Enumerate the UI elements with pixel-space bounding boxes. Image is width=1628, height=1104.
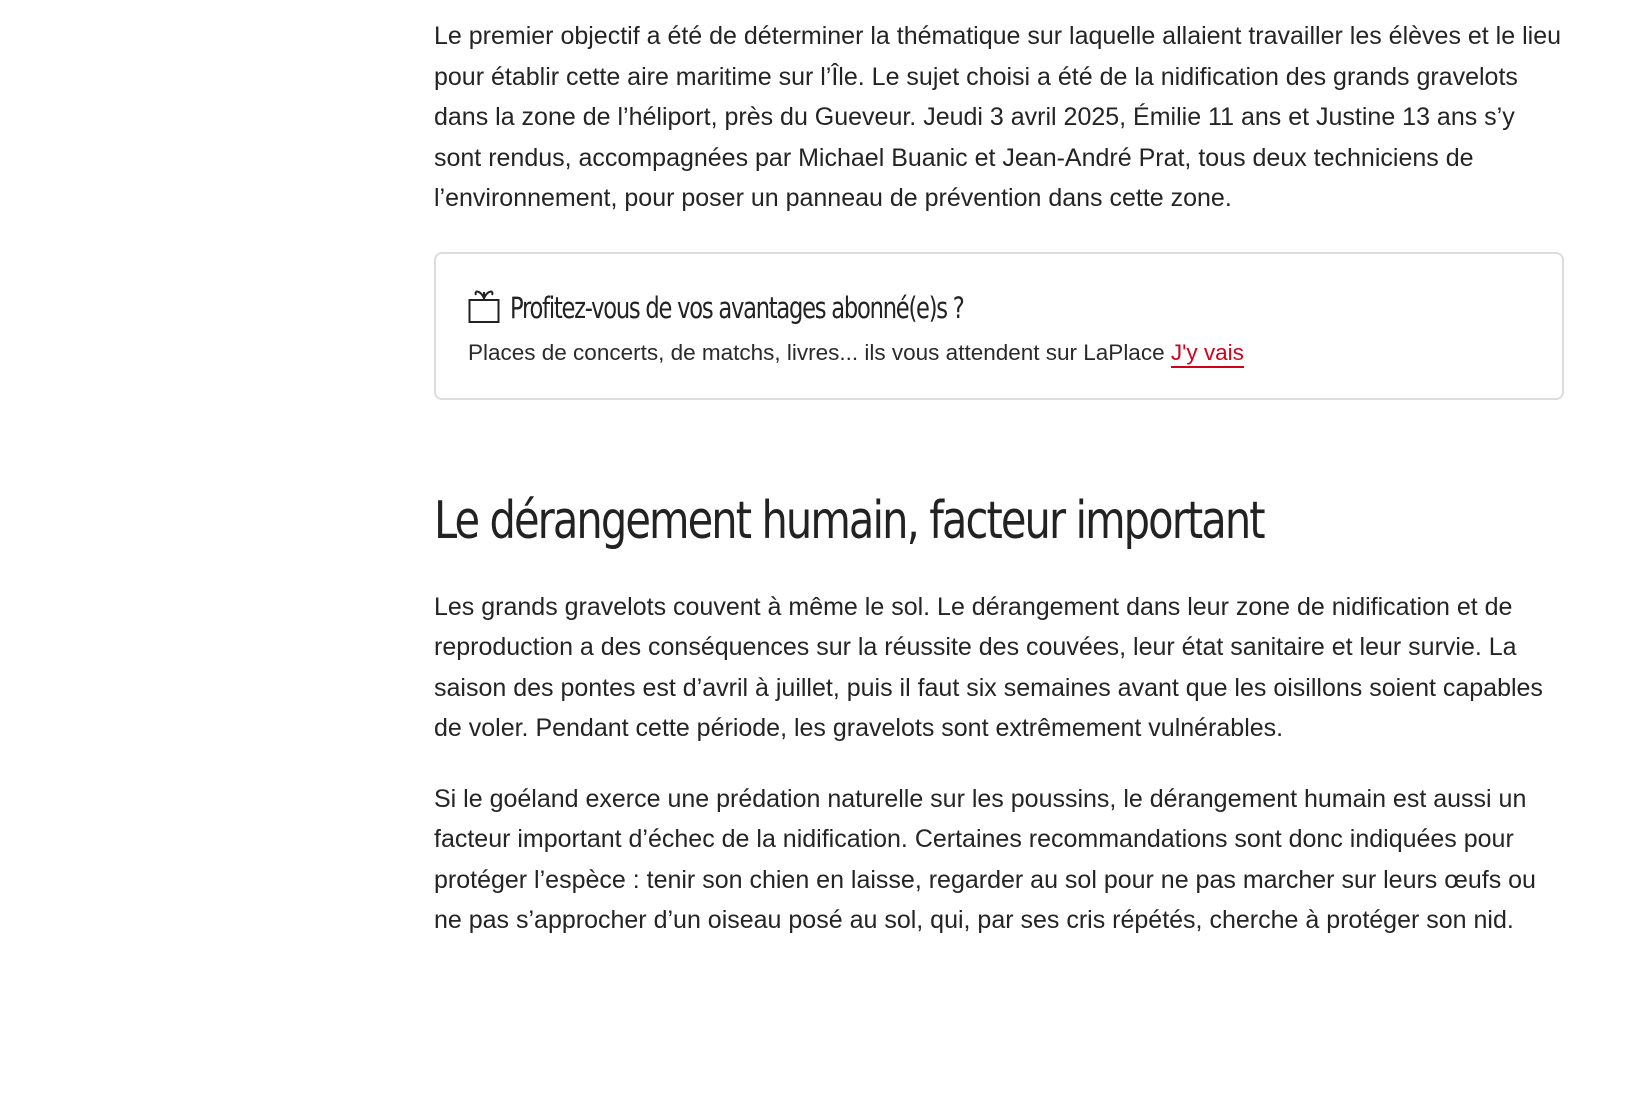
article-paragraph: Si le goéland exerce une prédation naturelle sur les poussins, le dérangement humain est aussi un facteur important d’échec de la nidification. Certaines recommandations sont donc indiquées pour protéger l’espèce : tenir son chien en laisse, regarder au sol pour ne pas marcher sur leurs œufs ou ne pas s’approcher d’un oiseau posé au sol, qui, par ses cris répétés, cherche à protéger son nid. bbox=[434, 784, 1536, 934]
article-paragraph: Le premier objectif a été de déterminer la thématique sur laquelle allaient travailler les élèves et le lieu pour établir cette aire maritime sur l’Île. Le sujet choisi a été de la nidification des grands gravelots dans la zone de l’héliport, près du Gueveur. Jeudi 3 avril 2025, Émilie 11 ans et Justine 13 ans s’y sont rendus, accompagnées par Michael Buanic et Jean-André Prat, tous deux techniciens de l’environnement, pour poser un panneau de prévention dans cette zone. bbox=[434, 22, 1562, 212]
article-body bbox=[434, 16, 1564, 941]
gift-icon bbox=[468, 288, 500, 324]
subscriber-promo-box bbox=[434, 252, 1564, 400]
promo-title-row bbox=[468, 284, 1530, 326]
article-paragraph: Les grands gravelots couvent à même le sol. Le dérangement dans leur zone de nidification et de reproduction a des conséquences sur la réussite des couvées, leur état sanitaire et leur survie. La saison des pontes est d’avril à juillet, puis il faut six semaines avant que les oisillons soient capables de voler. Pendant cette période, les gravelots sont extrêmement vulnérables. bbox=[434, 592, 1543, 742]
promo-link[interactable]: J'y vais bbox=[1171, 340, 1244, 368]
promo-text-line bbox=[468, 338, 1530, 368]
section-heading: Le dérangement humain, facteur important bbox=[434, 490, 1264, 551]
promo-text: Places de concerts, de matchs, livres... ils vous attendent sur LaPlace bbox=[468, 339, 1165, 365]
promo-title: Profitez-vous de vos avantages abonné(e)s ? bbox=[510, 290, 964, 325]
